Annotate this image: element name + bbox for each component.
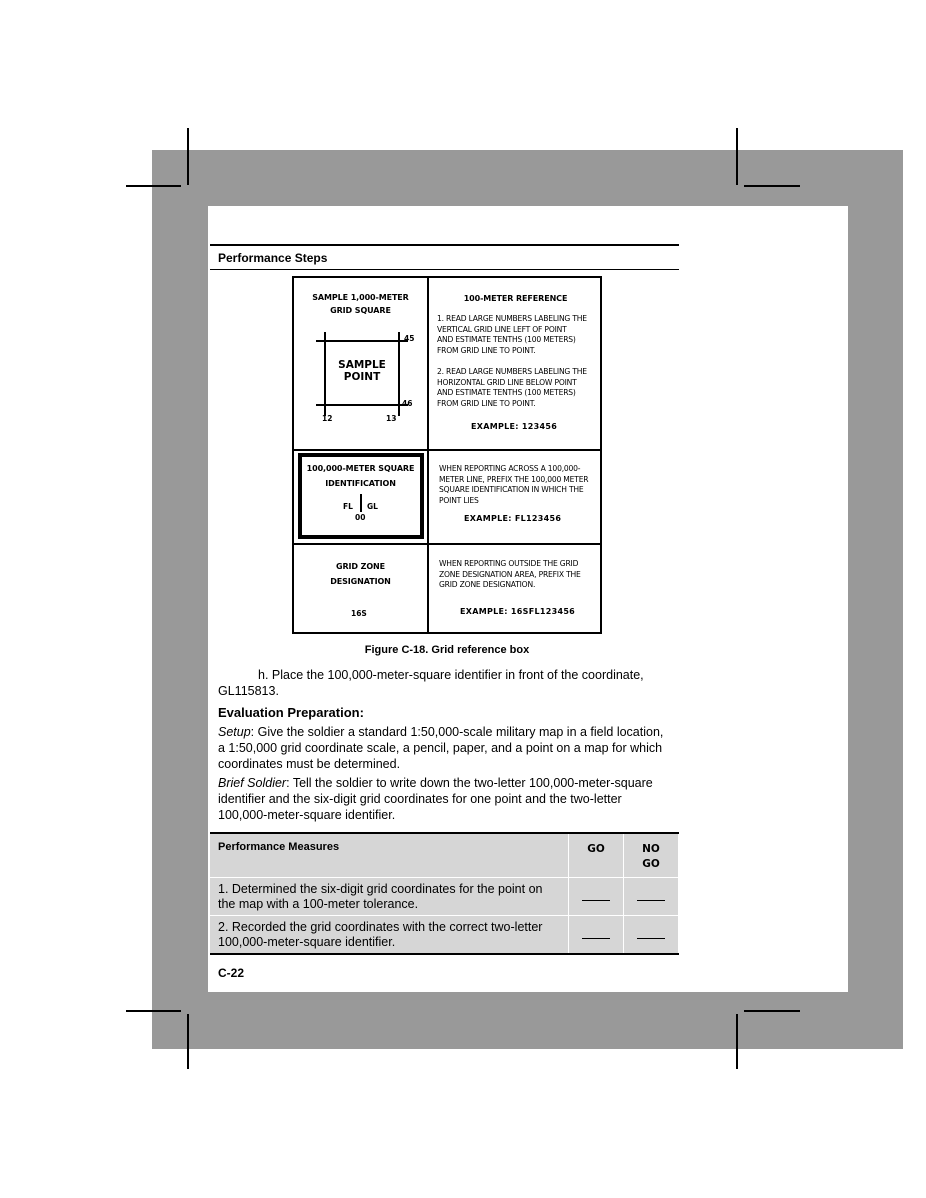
nogo-blank[interactable] [624,916,679,955]
grid-label-45: 45 [404,334,415,343]
grid-label-46: 46 [402,399,413,408]
blank-line [637,928,665,939]
crop-mark [736,1014,738,1069]
setup-paragraph [218,724,673,772]
text-line: WHEN REPORTING OUTSIDE THE GRID [439,559,579,568]
square-identification-title [294,461,427,491]
crop-mark [126,1010,181,1012]
sample-point-label [324,359,400,383]
text-line: 1. READ LARGE NUMBERS LABELING THE [437,314,587,323]
square-id-00: 00 [355,513,366,522]
figure-divider [294,449,600,451]
text-line: HORIZONTAL GRID LINE BELOW POINT [437,377,577,387]
title-line: GRID SQUARE [330,306,391,315]
text-line: FROM GRID LINE TO POINT. [437,345,536,355]
meter-reference-title: 100-METER REFERENCE [463,294,568,303]
go-blank[interactable] [569,916,624,955]
blank-line [637,890,665,901]
go-blank[interactable] [569,878,624,916]
grid-tick [316,404,408,406]
nogo-header: NO GO [624,833,679,878]
sample-line: POINT [343,371,381,383]
header-rule [210,269,679,270]
evaluation-heading: Evaluation Preparation: [218,705,364,720]
text-line: POINT LIES [439,495,479,505]
square-id-fl: FL [343,502,353,511]
text-line: WHEN REPORTING ACROSS A 100,000- [439,464,581,473]
step-h [218,667,673,699]
text-line: SQUARE IDENTIFICATION IN WHICH THE [439,485,584,494]
crop-mark [187,128,189,185]
page-number: C-22 [218,966,245,980]
text-line: AND ESTIMATE TENTHS (100 METERS) [437,388,576,397]
step-h-line2: GL115813. [218,684,279,698]
blank-line [582,928,610,939]
meter-reference-example: EXAMPLE: 123456 [471,422,558,431]
crop-mark [744,185,800,187]
text-line: 2. READ LARGE NUMBERS LABELING THE [437,367,587,376]
grid-reference-figure [292,276,602,634]
nogo-blank[interactable] [624,878,679,916]
meter-reference-step-1 [437,314,587,356]
grid-label-13: 13 [386,414,397,423]
outside-zone-example: EXAMPLE: 16SFL123456 [460,607,576,616]
table-row [210,878,679,916]
grid-zone-value: 16S [351,609,367,618]
meter-reference-step-2 [437,367,587,409]
square-id-gl: GL [367,502,378,511]
grid-square-title [294,291,427,317]
figure-caption: Figure C-18. Grid reference box [364,644,530,656]
grid-label-12: 12 [322,414,333,423]
table-row [210,916,679,955]
across-line-instructions [439,464,588,506]
title-line: GRID ZONE [336,562,385,571]
grid-zone-title [294,559,427,589]
crop-mark [744,1010,800,1012]
outside-zone-instructions [439,559,581,591]
text-line: FROM GRID LINE TO POINT. [437,398,536,408]
brief-paragraph [218,775,673,823]
blank-line [582,890,610,901]
step-h-line1: h. Place the 100,000-meter-square identifier in front of the coordinate, [258,668,644,682]
crop-mark [187,1014,189,1069]
title-line: IDENTIFICATION [325,479,396,488]
across-line-example: EXAMPLE: FL123456 [464,514,562,523]
figure-divider [427,278,429,632]
text-line: VERTICAL GRID LINE LEFT OF POINT [437,324,567,334]
go-header: GO [569,833,624,878]
title-line: DESIGNATION [330,577,391,586]
text-line: ZONE DESIGNATION AREA, PREFIX THE [439,569,581,579]
measure-text: 2. Recorded the grid coordinates with the correct two-letter 100,000-meter-square identifier. [210,916,569,955]
measures-header: Performance Measures [210,833,569,878]
setup-label: Setup [218,725,251,739]
text-line: AND ESTIMATE TENTHS (100 METERS) [437,335,576,344]
section-title: Performance Steps [218,251,328,265]
performance-measures-table [210,832,679,955]
sample-line: SAMPLE [338,359,386,371]
brief-label: Brief Soldier [218,776,287,790]
grid-tick [316,340,408,342]
header-rule [210,244,679,246]
text-line: GRID ZONE DESIGNATION. [439,580,536,589]
crop-mark [736,128,738,185]
figure-divider [294,543,600,545]
title-line: SAMPLE 1,000-METER [312,293,409,302]
setup-text: : Give the soldier a standard 1:50,000-scale military map in a field location, a 1:50,000 grid coordinate scale, a pencil, paper, and a point on a map for which coordinates must be determined. [218,725,664,771]
table-header-row [210,833,679,878]
text-line: METER LINE, PREFIX THE 100,000 METER [439,474,589,484]
measure-text: 1. Determined the six-digit grid coordinates for the point on the map with a 100-meter tolerance. [210,878,569,916]
square-id-separator [360,494,362,512]
crop-mark [126,185,181,187]
brief-text: : Tell the soldier to write down the two-letter 100,000-meter-square identifier and the six-digit grid coordinates for one point and the two-letter 100,000-meter-square identifier. [218,776,653,822]
title-line: 100,000-METER SQUARE [306,464,415,473]
